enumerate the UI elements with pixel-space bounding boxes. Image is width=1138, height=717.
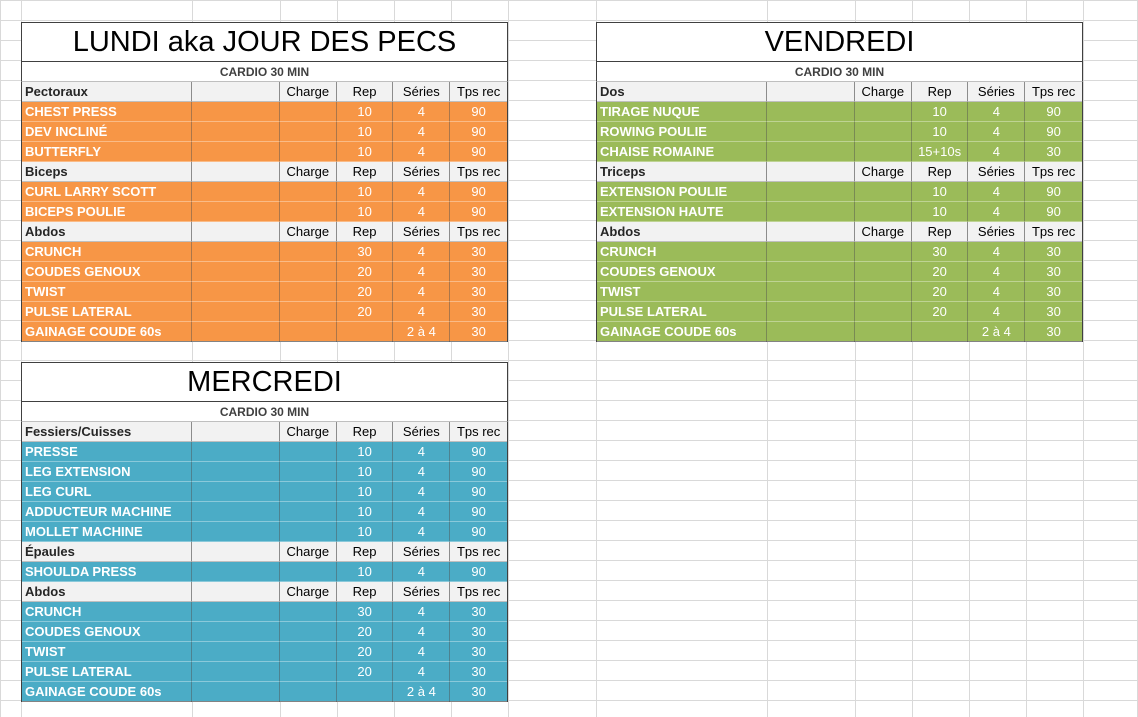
charge-cell[interactable] [280,602,337,622]
series-cell[interactable]: 4 [393,502,450,522]
series-cell[interactable]: 4 [968,202,1025,222]
blank-cell[interactable] [192,642,280,662]
blank-cell[interactable] [192,262,280,282]
charge-cell[interactable] [280,102,337,122]
series-header-cell[interactable]: Séries [968,162,1025,182]
section-group-cell[interactable]: Pectoraux [22,82,192,102]
tps-cell[interactable]: 30 [450,662,507,682]
tps-cell[interactable]: 30 [450,642,507,662]
charge-header-cell[interactable]: Charge [855,162,912,182]
blank-cell[interactable] [192,302,280,322]
tps-cell[interactable]: 90 [450,142,507,162]
rep-cell[interactable]: 10 [337,522,394,542]
charge-cell[interactable] [855,262,912,282]
rep-header-cell[interactable]: Rep [337,582,394,602]
charge-cell[interactable] [855,182,912,202]
charge-header-cell[interactable]: Charge [280,82,337,102]
exercise-name-cell[interactable]: DEV INCLINÉ [22,122,192,142]
exercise-row [21,522,508,542]
series-header-cell[interactable]: Séries [393,222,450,242]
exercise-row [21,562,508,582]
rep-cell[interactable]: 20 [912,262,969,282]
rep-header-cell[interactable]: Rep [337,162,394,182]
exercise-row [596,282,1083,302]
exercise-row [596,202,1083,222]
exercise-name-cell[interactable]: CRUNCH [22,602,192,622]
section-header-row [596,82,1083,102]
exercise-name-cell[interactable]: SHOULDA PRESS [22,562,192,582]
rep-header-cell[interactable]: Rep [912,82,969,102]
workout-table-lundi [21,22,508,342]
section-header-row [21,422,508,442]
charge-cell[interactable] [855,142,912,162]
series-cell[interactable]: 4 [393,282,450,302]
exercise-name-cell[interactable]: PRESSE [22,442,192,462]
exercise-name-cell[interactable]: BICEPS POULIE [22,202,192,222]
tps-cell[interactable]: 30 [450,682,507,702]
charge-cell[interactable] [280,622,337,642]
charge-cell[interactable] [280,182,337,202]
section-group-cell[interactable]: Fessiers/Cuisses [22,422,192,442]
tps-cell[interactable]: 90 [450,122,507,142]
blank-cell[interactable] [192,422,280,442]
rep-cell[interactable]: 10 [337,142,394,162]
section-group-cell[interactable]: Triceps [597,162,767,182]
rep-cell[interactable]: 10 [912,182,969,202]
blank-cell[interactable] [192,602,280,622]
section-header-row [21,222,508,242]
rep-header-cell[interactable]: Rep [912,222,969,242]
charge-header-cell[interactable]: Charge [280,162,337,182]
exercise-name-cell[interactable]: CRUNCH [22,242,192,262]
exercise-name-cell[interactable]: TWIST [597,282,767,302]
series-cell[interactable]: 4 [968,282,1025,302]
blank-cell[interactable] [767,222,855,242]
rep-cell[interactable]: 10 [337,562,394,582]
charge-cell[interactable] [280,642,337,662]
section-header-row [21,82,508,102]
blank-cell[interactable] [192,222,280,242]
exercise-row [596,102,1083,122]
tps-header-cell[interactable]: Tps rec [450,162,507,182]
exercise-row [596,262,1083,282]
rep-cell[interactable]: 20 [337,622,394,642]
exercise-row [21,622,508,642]
charge-header-cell[interactable]: Charge [855,82,912,102]
exercise-row [21,442,508,462]
blank-cell[interactable] [192,542,280,562]
rep-header-cell[interactable]: Rep [337,82,394,102]
tps-cell[interactable]: 30 [1025,262,1082,282]
exercise-row [21,202,508,222]
rep-header-cell[interactable]: Rep [337,542,394,562]
charge-cell[interactable] [280,522,337,542]
charge-cell[interactable] [280,462,337,482]
tps-header-cell[interactable]: Tps rec [450,422,507,442]
charge-cell[interactable] [855,202,912,222]
blank-cell[interactable] [767,262,855,282]
rep-cell[interactable]: 20 [337,282,394,302]
section-header-row [596,162,1083,182]
section-group-cell[interactable]: Dos [597,82,767,102]
blank-cell[interactable] [767,202,855,222]
rep-cell[interactable]: 10 [912,102,969,122]
rep-cell[interactable]: 10 [337,102,394,122]
exercise-row [21,102,508,122]
rep-cell[interactable]: 30 [912,242,969,262]
exercise-row [21,262,508,282]
blank-cell[interactable] [192,582,280,602]
blank-cell[interactable] [192,522,280,542]
charge-cell[interactable] [280,502,337,522]
tps-cell[interactable]: 30 [450,302,507,322]
rep-cell[interactable] [337,682,394,702]
blank-cell[interactable] [767,282,855,302]
tps-cell[interactable]: 90 [450,462,507,482]
exercise-name-cell[interactable]: ROWING POULIE [597,122,767,142]
charge-header-cell[interactable]: Charge [280,582,337,602]
exercise-name-cell[interactable]: GAINAGE COUDE 60s [597,322,767,342]
exercise-row [21,142,508,162]
section-group-cell[interactable]: Biceps [22,162,192,182]
charge-cell[interactable] [280,682,337,702]
blank-cell[interactable] [192,122,280,142]
charge-header-cell[interactable]: Charge [280,222,337,242]
blank-cell[interactable] [192,482,280,502]
series-cell[interactable]: 4 [393,462,450,482]
tps-cell[interactable]: 90 [1025,122,1082,142]
series-cell[interactable]: 2 à 4 [393,322,450,342]
tps-header-cell[interactable]: Tps rec [1025,222,1082,242]
tps-header-cell[interactable]: Tps rec [1025,162,1082,182]
exercise-name-cell[interactable]: LEG EXTENSION [22,462,192,482]
blank-cell[interactable] [767,302,855,322]
blank-cell[interactable] [192,622,280,642]
exercise-row [21,122,508,142]
blank-cell[interactable] [192,202,280,222]
section-group-cell[interactable]: Abdos [22,222,192,242]
exercise-name-cell[interactable]: CHEST PRESS [22,102,192,122]
cardio-row[interactable]: CARDIO 30 MIN [21,402,508,422]
series-cell[interactable]: 4 [968,102,1025,122]
tps-cell[interactable]: 90 [450,442,507,462]
cardio-row[interactable]: CARDIO 30 MIN [21,62,508,82]
rep-header-cell[interactable]: Rep [337,422,394,442]
charge-cell[interactable] [280,142,337,162]
tps-cell[interactable]: 30 [450,622,507,642]
exercise-row [21,242,508,262]
tps-header-cell[interactable]: Tps rec [450,542,507,562]
series-cell[interactable]: 4 [393,262,450,282]
rep-cell[interactable]: 20 [912,282,969,302]
charge-cell[interactable] [855,102,912,122]
exercise-row [596,302,1083,322]
exercise-name-cell[interactable]: TWIST [22,642,192,662]
exercise-row [21,682,508,702]
series-header-cell[interactable]: Séries [393,422,450,442]
charge-cell[interactable] [280,262,337,282]
exercise-name-cell[interactable]: GAINAGE COUDE 60s [22,682,192,702]
rep-cell[interactable]: 10 [912,202,969,222]
blank-cell[interactable] [192,182,280,202]
series-cell[interactable]: 4 [393,442,450,462]
series-cell[interactable]: 4 [968,122,1025,142]
series-cell[interactable]: 4 [393,622,450,642]
tps-cell[interactable]: 90 [1025,202,1082,222]
exercise-name-cell[interactable]: CHAISE ROMAINE [597,142,767,162]
rep-cell[interactable]: 30 [337,242,394,262]
exercise-row [21,482,508,502]
blank-cell[interactable] [192,142,280,162]
rep-cell[interactable]: 30 [337,602,394,622]
tps-cell[interactable]: 90 [450,502,507,522]
exercise-row [596,182,1083,202]
tps-header-cell[interactable]: Tps rec [1025,82,1082,102]
section-header-row [596,222,1083,242]
series-cell[interactable]: 4 [393,182,450,202]
series-cell[interactable]: 4 [393,102,450,122]
exercise-row [21,322,508,342]
series-cell[interactable]: 4 [393,562,450,582]
exercise-row [21,462,508,482]
exercise-name-cell[interactable]: EXTENSION HAUTE [597,202,767,222]
series-cell[interactable]: 4 [393,602,450,622]
series-cell[interactable]: 4 [968,302,1025,322]
series-cell[interactable]: 4 [968,262,1025,282]
exercise-row [21,282,508,302]
tps-cell[interactable]: 30 [1025,282,1082,302]
tps-cell[interactable]: 90 [450,182,507,202]
rep-cell[interactable]: 20 [337,642,394,662]
exercise-row [21,182,508,202]
tps-cell[interactable]: 90 [450,522,507,542]
charge-cell[interactable] [280,442,337,462]
section-group-cell[interactable]: Abdos [597,222,767,242]
exercise-row [596,122,1083,142]
blank-cell[interactable] [192,82,280,102]
series-header-cell[interactable]: Séries [968,222,1025,242]
exercise-name-cell[interactable]: TIRAGE NUQUE [597,102,767,122]
tps-cell[interactable]: 30 [450,242,507,262]
charge-cell[interactable] [855,242,912,262]
rep-cell[interactable]: 10 [337,182,394,202]
series-cell[interactable]: 4 [393,202,450,222]
blank-cell[interactable] [192,162,280,182]
charge-cell[interactable] [280,202,337,222]
series-header-cell[interactable]: Séries [393,542,450,562]
charge-cell[interactable] [280,122,337,142]
exercise-row [596,142,1083,162]
section-group-cell[interactable]: Abdos [22,582,192,602]
rep-cell[interactable] [337,322,394,342]
workout-table-mercredi [21,362,508,702]
exercise-name-cell[interactable]: MOLLET MACHINE [22,522,192,542]
blank-cell[interactable] [192,242,280,262]
cardio-row[interactable]: CARDIO 30 MIN [596,62,1083,82]
blank-cell[interactable] [192,502,280,522]
charge-cell[interactable] [855,322,912,342]
blank-cell[interactable] [767,322,855,342]
blank-cell[interactable] [192,442,280,462]
series-cell[interactable]: 4 [393,122,450,142]
tps-cell[interactable]: 30 [450,282,507,302]
exercise-name-cell[interactable]: BUTTERFLY [22,142,192,162]
section-group-cell[interactable]: Épaules [22,542,192,562]
exercise-name-cell[interactable]: COUDES GENOUX [22,622,192,642]
rep-cell[interactable]: 10 [337,202,394,222]
series-header-cell[interactable]: Séries [968,82,1025,102]
workout-table-vendredi [596,22,1083,342]
exercise-row [21,302,508,322]
exercise-name-cell[interactable]: COUDES GENOUX [22,262,192,282]
exercise-row [596,242,1083,262]
charge-cell[interactable] [855,302,912,322]
charge-header-cell[interactable]: Charge [855,222,912,242]
table-rows [596,82,1083,342]
tps-cell[interactable]: 30 [1025,322,1082,342]
section-header-row [21,542,508,562]
blank-cell[interactable] [192,462,280,482]
blank-cell[interactable] [767,102,855,122]
rep-cell[interactable]: 15+10s [912,142,969,162]
blank-cell[interactable] [767,182,855,202]
charge-cell[interactable] [280,282,337,302]
series-cell[interactable]: 4 [393,302,450,322]
tps-cell[interactable]: 90 [450,102,507,122]
exercise-row [21,642,508,662]
series-cell[interactable]: 4 [393,642,450,662]
rep-cell[interactable]: 10 [337,442,394,462]
series-cell[interactable]: 4 [393,242,450,262]
exercise-name-cell[interactable]: LEG CURL [22,482,192,502]
exercise-row [21,602,508,622]
rep-cell[interactable]: 10 [337,502,394,522]
charge-cell[interactable] [280,662,337,682]
rep-cell[interactable] [912,322,969,342]
series-header-cell[interactable]: Séries [393,162,450,182]
series-cell[interactable]: 2 à 4 [968,322,1025,342]
table-title[interactable]: MERCREDI [21,362,508,402]
series-cell[interactable]: 4 [393,482,450,502]
rep-cell[interactable]: 10 [337,482,394,502]
rep-header-cell[interactable]: Rep [337,222,394,242]
tps-cell[interactable]: 90 [1025,102,1082,122]
tps-header-cell[interactable]: Tps rec [450,222,507,242]
rep-cell[interactable]: 10 [912,122,969,142]
rep-cell[interactable]: 10 [337,122,394,142]
table-rows [21,82,508,342]
series-cell[interactable]: 4 [393,522,450,542]
exercise-name-cell[interactable]: GAINAGE COUDE 60s [22,322,192,342]
tps-cell[interactable]: 30 [1025,302,1082,322]
series-cell[interactable]: 4 [393,142,450,162]
tps-cell[interactable]: 90 [1025,182,1082,202]
rep-cell[interactable]: 20 [337,662,394,682]
rep-header-cell[interactable]: Rep [912,162,969,182]
series-header-cell[interactable]: Séries [393,82,450,102]
rep-cell[interactable]: 20 [337,262,394,282]
tps-cell[interactable]: 30 [1025,242,1082,262]
rep-cell[interactable]: 10 [337,462,394,482]
exercise-name-cell[interactable]: PULSE LATERAL [597,302,767,322]
blank-cell[interactable] [192,682,280,702]
table-rows [21,422,508,702]
blank-cell[interactable] [192,282,280,302]
tps-cell[interactable]: 30 [450,322,507,342]
blank-cell[interactable] [192,562,280,582]
tps-cell[interactable]: 90 [450,562,507,582]
charge-header-cell[interactable]: Charge [280,422,337,442]
section-header-row [21,162,508,182]
exercise-name-cell[interactable]: ADDUCTEUR MACHINE [22,502,192,522]
section-header-row [21,582,508,602]
series-cell[interactable]: 4 [393,662,450,682]
charge-cell[interactable] [280,562,337,582]
rep-cell[interactable]: 20 [912,302,969,322]
blank-cell[interactable] [767,122,855,142]
blank-cell[interactable] [192,322,280,342]
exercise-name-cell[interactable]: TWIST [22,282,192,302]
exercise-name-cell[interactable]: CURL LARRY SCOTT [22,182,192,202]
blank-cell[interactable] [767,82,855,102]
tps-cell[interactable]: 30 [1025,142,1082,162]
exercise-row [21,502,508,522]
exercise-name-cell[interactable]: PULSE LATERAL [22,662,192,682]
blank-cell[interactable] [767,142,855,162]
blank-cell[interactable] [767,242,855,262]
exercise-name-cell[interactable]: EXTENSION POULIE [597,182,767,202]
table-title[interactable]: LUNDI aka JOUR DES PECS [21,22,508,62]
tps-header-cell[interactable]: Tps rec [450,582,507,602]
series-header-cell[interactable]: Séries [393,582,450,602]
series-cell[interactable]: 4 [968,142,1025,162]
tps-cell[interactable]: 30 [450,262,507,282]
blank-cell[interactable] [192,662,280,682]
exercise-row [596,322,1083,342]
tps-cell[interactable]: 30 [450,602,507,622]
charge-cell[interactable] [280,242,337,262]
exercise-name-cell[interactable]: CRUNCH [597,242,767,262]
tps-header-cell[interactable]: Tps rec [450,82,507,102]
exercise-name-cell[interactable]: COUDES GENOUX [597,262,767,282]
charge-cell[interactable] [280,482,337,502]
series-cell[interactable]: 4 [968,242,1025,262]
charge-cell[interactable] [280,322,337,342]
series-cell[interactable]: 4 [968,182,1025,202]
exercise-name-cell[interactable]: PULSE LATERAL [22,302,192,322]
exercise-row [21,662,508,682]
tps-cell[interactable]: 90 [450,202,507,222]
charge-cell[interactable] [280,302,337,322]
blank-cell[interactable] [767,162,855,182]
charge-cell[interactable] [855,122,912,142]
rep-cell[interactable]: 20 [337,302,394,322]
charge-cell[interactable] [855,282,912,302]
blank-cell[interactable] [192,102,280,122]
table-title[interactable]: VENDREDI [596,22,1083,62]
tps-cell[interactable]: 90 [450,482,507,502]
charge-header-cell[interactable]: Charge [280,542,337,562]
series-cell[interactable]: 2 à 4 [393,682,450,702]
